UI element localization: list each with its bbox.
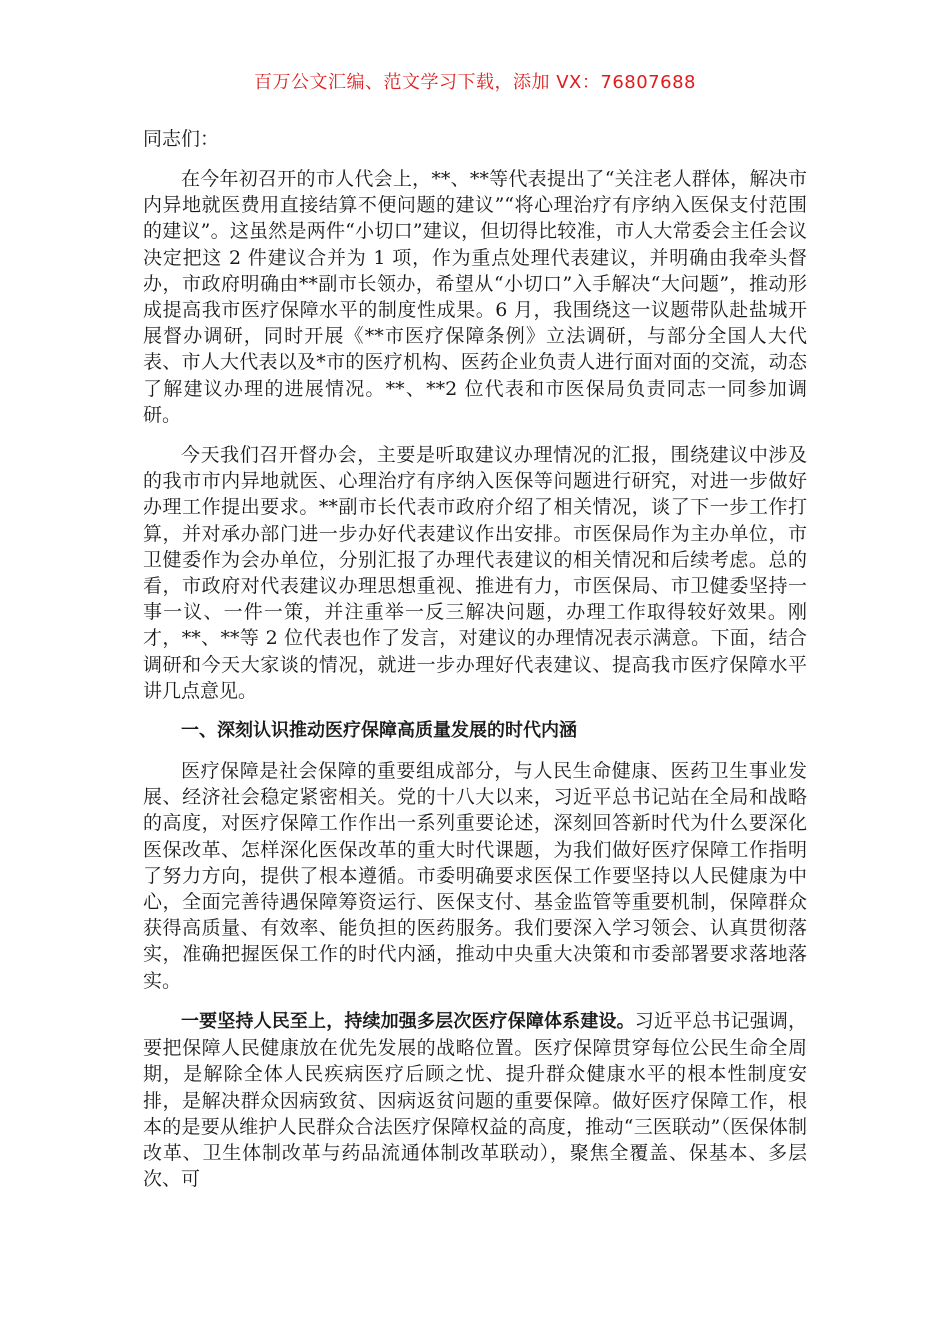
paragraph-meeting: 今天我们召开督办会，主要是听取建议办理情况的汇报，围绕建议中涉及的我市市内异地就医、心理治疗有序纳入医保等问题进行研究，对进一步做好办理工作提出要求。**副市长代表市政府介绍了相关情况，谈了下一步工作打算，并对承办部门进一步办好代表建议作出安排。市医保局作为主办单位，市卫健委作为会办单位，分别汇报了办理代表建议的相关情况和后续考虑。总的看，市政府对代表建议办理思想重视、推进有力，市医保局、市卫健委坚持一事一议、一件一策，并注重举一反三解决问题，办理工作取得较好效果。刚才，**、**等 2 位代表也作了发言，对建议的办理情况表示满意。下面，结合调研和今天大家谈的情况，就进一步办理好代表建议、提高我市医疗保障水平讲几点意见。: [143, 444, 807, 702]
salutation: 同志们：: [143, 128, 220, 150]
paragraph-point-1: [143, 1008, 807, 1192]
paragraph-intro: 在今年初召开的市人代会上，**、**等代表提出了“关注老人群体，解决市内异地就医费用直接结算不便问题的建议”“将心理治疗有序纳入医保支付范围的建议”。这虽然是两件“小切口”建议，但切得比较准，市人大常委会主任会议决定把这 2 件建议合并为 1 项，作为重点处理代表建议，并明确由我牵头督办，市政府明确由**副市长领办，希望从“小切口”入手解决“大问题”，推动形成提高我市医疗保障水平的制度性成果。6 月，我围绕这一议题带队赴盐城开展督办调研，同时开展《**市医疗保障条例》立法调研，与部分全国人大代表、市人大代表以及*市的医疗机构、医药企业负责人进行面对面的交流，动态了解建议办理的进展情况。**、**2 位代表和市医保局负责同志一同参加调研。: [143, 168, 807, 426]
point-1-body: 习近平总书记强调，要把保障人民健康放在优先发展的战略位置。医疗保障贯穿每位公民生命全周期，是解除全体人民疾病医疗后顾之忧、提升群众健康水平的根本性制度安排，是解决群众因病致贫、因病返贫问题的重要保障。做好医疗保障工作，根本的是要从维护人民群众合法医疗保障权益的高度，推动“三医联动”（医保体制改革、卫生体制改革与药品流通体制改革联动），聚焦全覆盖、保基本、多层次、可: [143, 1009, 807, 1191]
document-body: [143, 126, 807, 1206]
section-heading-1: 一、深刻认识推动医疗保障高质量发展的时代内涵: [181, 720, 577, 742]
header-banner: 百万公文汇编、范文学习下载，添加 VX：76807688: [254, 72, 696, 93]
paragraph-section-1: 医疗保障是社会保障的重要组成部分，与人民生命健康、医药卫生事业发展、经济社会稳定紧密相关。党的十八大以来，习近平总书记站在全局和战略的高度，对医疗保障工作作出一系列重要论述，深刻回答新时代为什么要深化医保改革、怎样深化医保改革的重大时代课题，为我们做好医疗保障工作指明了努力方向，提供了根本遵循。市委明确要求医保工作要坚持以人民健康为中心，全面完善待遇保障筹资运行、医保支付、基金监管等重要机制，保障群众获得高质量、有效率、能负担的医药服务。我们要深入学习领会、认真贯彻落实，准确把握医保工作的时代内涵，推动中央重大决策和市委部署要求落地落实。: [143, 760, 807, 992]
point-1-lead: 一要坚持人民至上，持续加强多层次医疗保障体系建设。: [181, 1010, 635, 1032]
